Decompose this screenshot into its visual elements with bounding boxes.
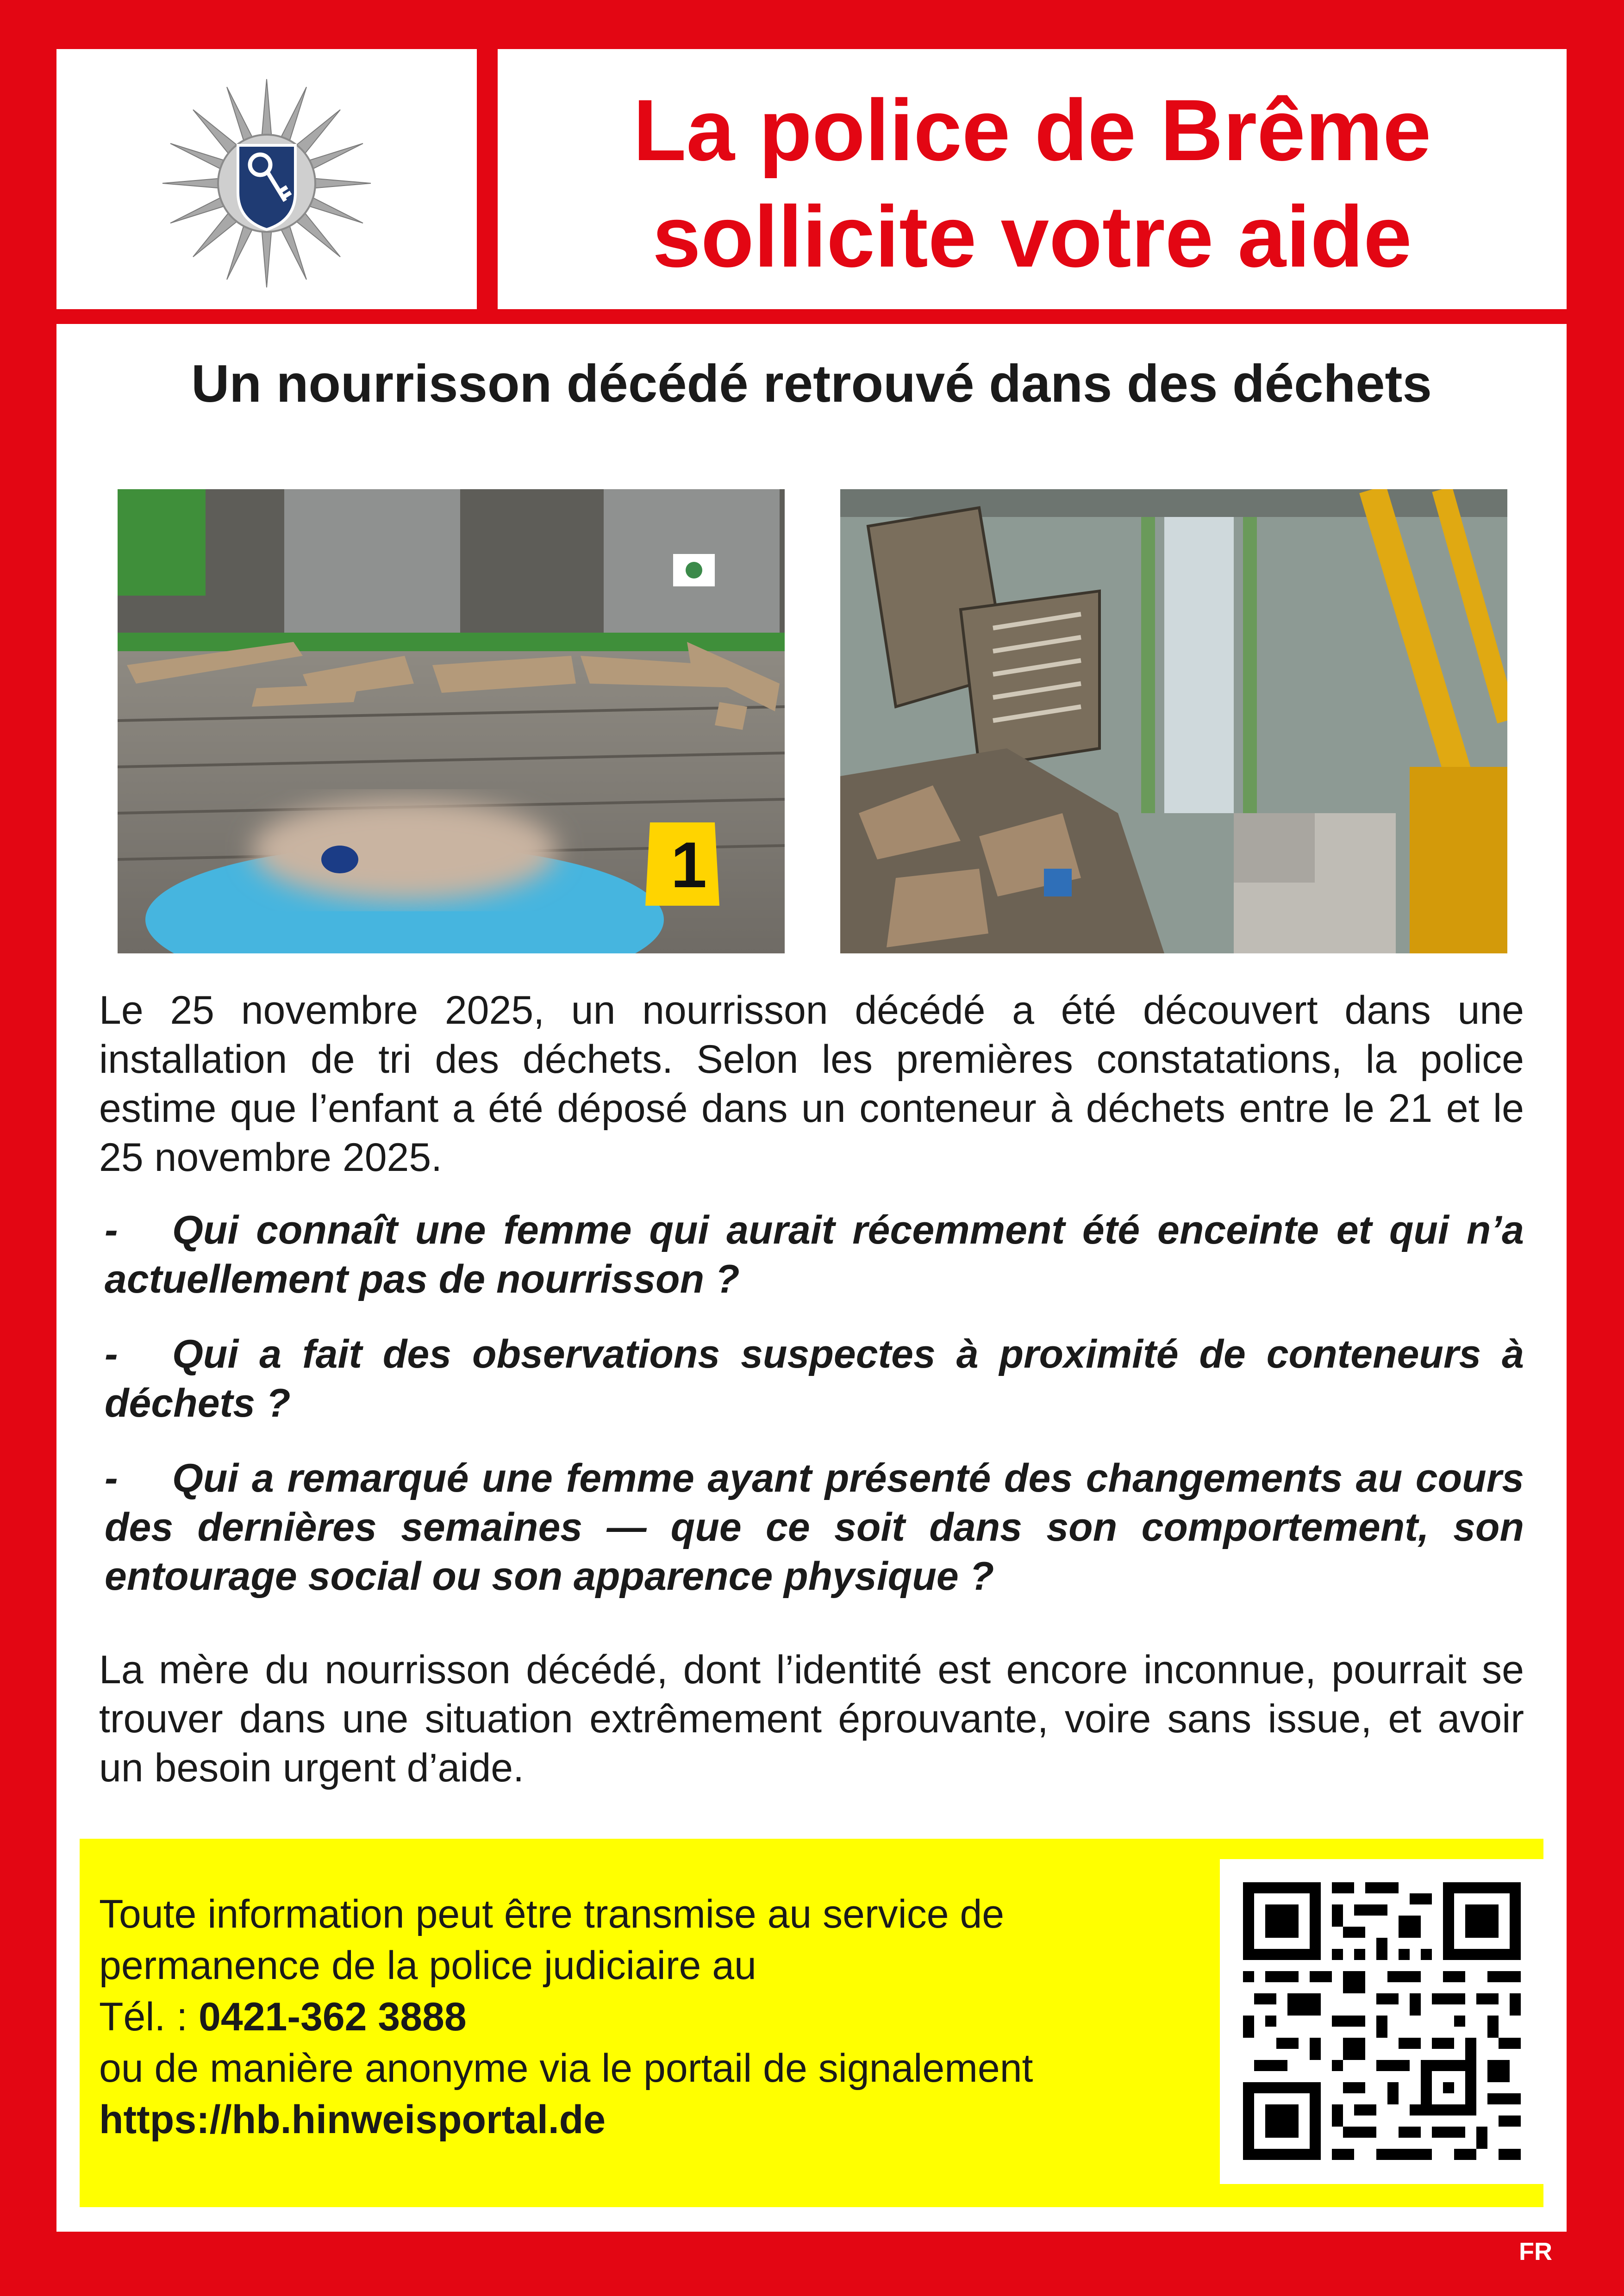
page-title-line-1: La police de Brême xyxy=(633,81,1431,179)
closing-paragraph: La mère du nourrisson décédé, dont l’identité est encore inconnue, pourrait se trouver dans une situation extrêmement éprouvante, voire sans issue, et avoir un besoin urgent d’aide. xyxy=(99,1648,1524,1790)
main-panel xyxy=(56,324,1567,2232)
evidence-marker-number: 1 xyxy=(671,828,707,901)
list-item xyxy=(105,1206,1524,1304)
page-title-line-2: sollicite votre aide xyxy=(652,188,1412,285)
question-text: Qui a fait des observations suspectes à proximité de conteneurs à déchets ? xyxy=(105,1332,1524,1425)
contact-url-line xyxy=(99,2094,1256,2146)
list-item xyxy=(105,1454,1524,1601)
phone-label: Tél. : xyxy=(99,1995,199,2039)
waste-grapple-crane-photo xyxy=(840,489,1507,953)
contact-line-4: ou de manière anonyme via le portail de signalement xyxy=(99,2046,1033,2091)
headline: Un nourrisson décédé retrouvé dans des déchets xyxy=(191,355,1432,413)
intro-paragraph: Le 25 novembre 2025, un nourrisson décédé a été découvert dans une installation de tri des déchets. Selon les premières constatations, la police estime que l’enfant a été déposé dans un conteneur à déchets entre le 21 et le 25 novembre 2025. xyxy=(99,988,1524,1180)
title-panel xyxy=(498,49,1567,309)
question-dash: - xyxy=(105,1332,118,1376)
phone-number[interactable]: 0421-362 3888 xyxy=(199,1995,467,2039)
question-list xyxy=(105,1206,1524,1627)
qr-frame xyxy=(1220,1859,1544,2184)
qr-code-icon[interactable] xyxy=(1243,1882,1521,2160)
bremen-police-star-badge-icon xyxy=(151,77,382,290)
question-text: Qui a remarqué une femme ayant présenté des changements au cours des dernières semaines — que ce soit dans son comportement, son entourage social ou son apparence physique ? xyxy=(105,1456,1524,1599)
question-text: Qui connaît une femme qui aurait récemment été enceinte et qui n’a actuellement pas de nourrisson ? xyxy=(105,1208,1524,1301)
contact-phone-line xyxy=(99,1991,1256,2043)
list-item xyxy=(105,1330,1524,1428)
contact-box xyxy=(80,1839,1543,2207)
contact-text xyxy=(99,1889,1256,2146)
page-title xyxy=(498,77,1567,290)
sorting-belt-with-evidence-marker-photo xyxy=(118,489,785,953)
language-code: FR xyxy=(1519,2238,1552,2265)
contact-line-2: permanence de la police judiciaire au xyxy=(99,1943,756,1988)
contact-line-1: Toute information peut être transmise au service de xyxy=(99,1892,1005,1936)
portal-link[interactable]: https://hb.hinweisportal.de xyxy=(99,2097,606,2142)
question-dash: - xyxy=(105,1456,118,1500)
question-dash: - xyxy=(105,1208,118,1252)
logo-panel xyxy=(56,49,477,309)
